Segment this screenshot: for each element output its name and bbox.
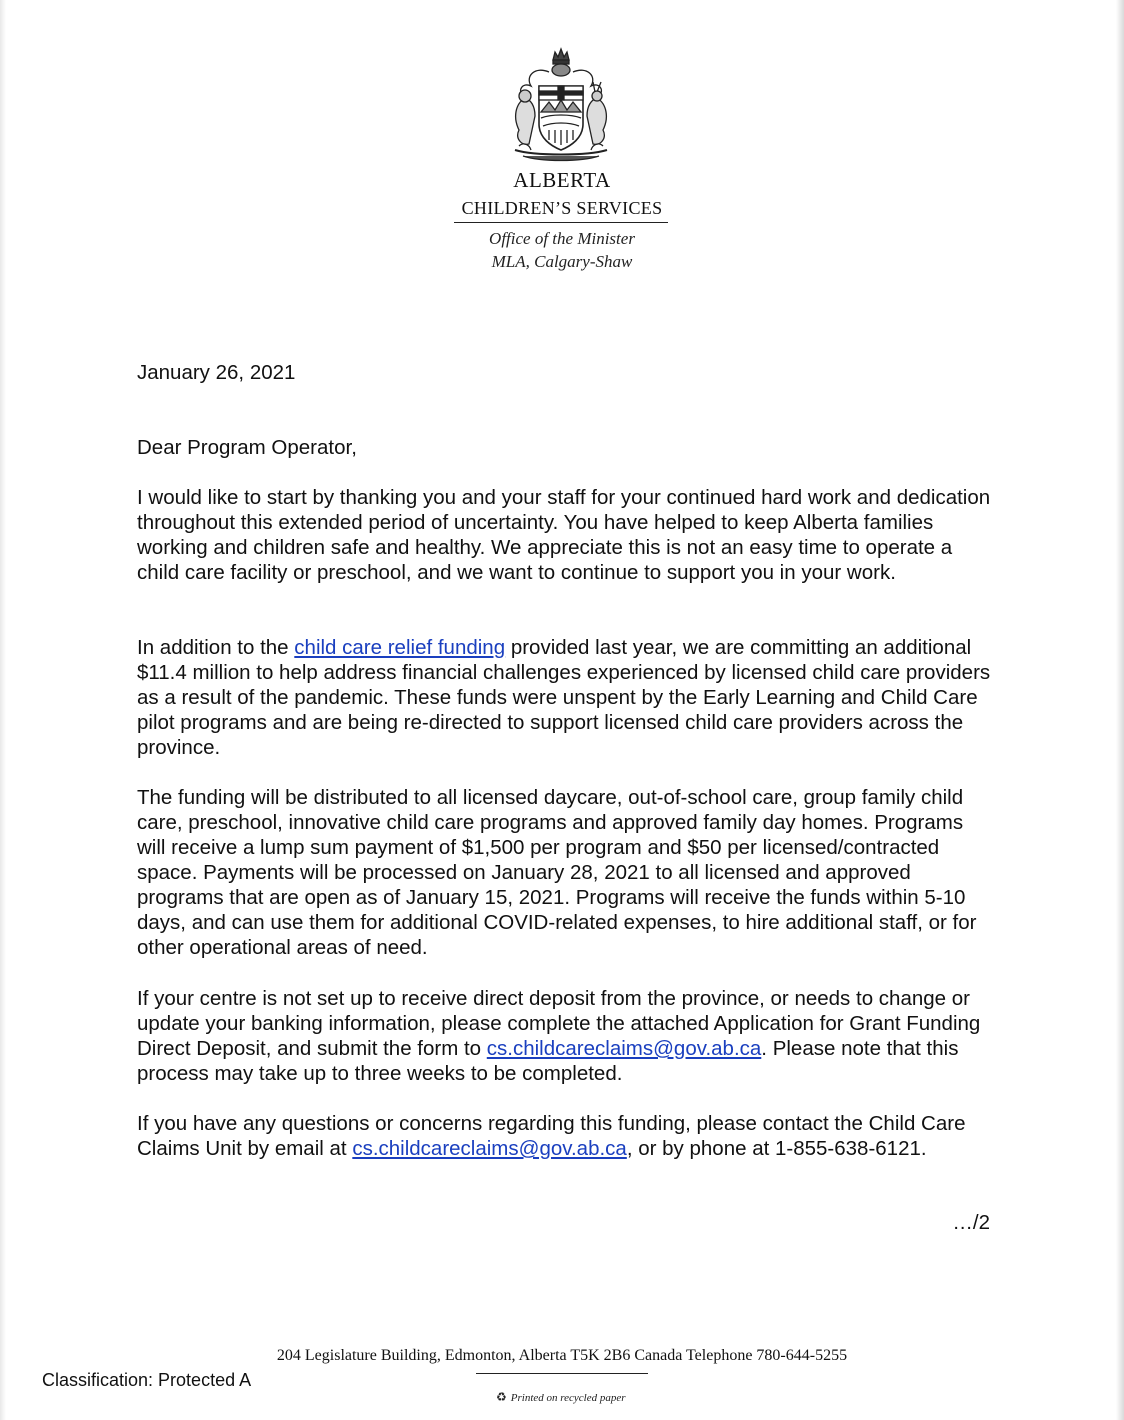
paragraph-text: provided last year, we are committing an additional $11.4 million to help address financial challenges experienced by licensed child care providers as a result of the pandemic. These funds were unspent by the Early Learning and Child Care pilot programs and are being re-directed to support licensed child care providers across the province. (137, 636, 991, 759)
paragraph-text: In addition to the (137, 636, 295, 659)
department-name: CHILDREN’S SERVICES (461, 198, 663, 218)
paragraph-direct-deposit (137, 986, 997, 1086)
recycled-paper-text: Printed on recycled paper (510, 1391, 626, 1404)
footer-divider (476, 1373, 648, 1374)
relief-funding-link[interactable]: child care relief funding (294, 636, 506, 659)
contact-email-link[interactable]: cs.childcareclaims@gov.ab.ca (352, 1137, 627, 1160)
paragraph-text: . Please note that this process may take up to three weeks to be completed. (137, 1037, 959, 1085)
claims-email-link[interactable]: cs.childcareclaims@gov.ab.ca (486, 1037, 762, 1060)
org-name: ALBERTA (513, 168, 611, 192)
footer-address: 204 Legislature Building, Edmonton, Alberta T5K 2B6 Canada Telephone 780-644-5255 (276, 1347, 848, 1364)
alberta-coat-of-arms-icon (505, 46, 617, 166)
paragraph-text: If you have any questions or concerns regarding this funding, please contact the Child Care Claims Unit by email at (137, 1112, 966, 1160)
recycle-icon: ♻ (496, 1390, 507, 1404)
paragraph-contact (137, 1111, 997, 1161)
letter-date: January 26, 2021 (137, 361, 296, 384)
paragraph-thanks: I would like to start by thanking you and your staff for your continued hard work and dedication throughout this extended period of uncertainty. You have helped to keep Alberta families working and children safe and healthy. We appreciate this is not an easy time to operate a child care facility or preschool, and we want to continue to support you in your work. (137, 486, 991, 584)
recycled-paper-note (496, 1390, 626, 1405)
office-title: Office of the Minister (489, 229, 635, 248)
page-edge-left (0, 0, 6, 1420)
paragraph-text: , or by phone at 1-855-638-6121. (626, 1137, 927, 1160)
page-continuation-marker: …/2 (952, 1211, 990, 1234)
letterhead-divider (454, 222, 668, 223)
letter-salutation: Dear Program Operator, (137, 436, 357, 459)
page-edge-right (1116, 0, 1124, 1420)
office-riding: MLA, Calgary-Shaw (491, 252, 633, 271)
paragraph-distribution: The funding will be distributed to all licensed daycare, out-of-school care, group family child care, preschool, innovative child care programs and approved family day homes. Programs will receive a lump sum payment of $1,500 per program and $50 per licensed/contracted space. Payments will be processed on January 28, 2021 to all licensed and approved programs that are open as of January 15, 2021. Programs will receive the funds within 5-10 days, and can use them for additional COVID-related expenses, to hire additional staff, or for other operational areas of need. (137, 786, 977, 959)
classification-label: Classification: Protected A (42, 1370, 252, 1390)
paragraph-text: If your centre is not set up to receive direct deposit from the province, or needs to change or update your banking information, please complete the attached Application for Grant Funding Direct Deposit, and submit the form to (137, 987, 981, 1060)
paragraph-additional-funding (137, 635, 997, 760)
